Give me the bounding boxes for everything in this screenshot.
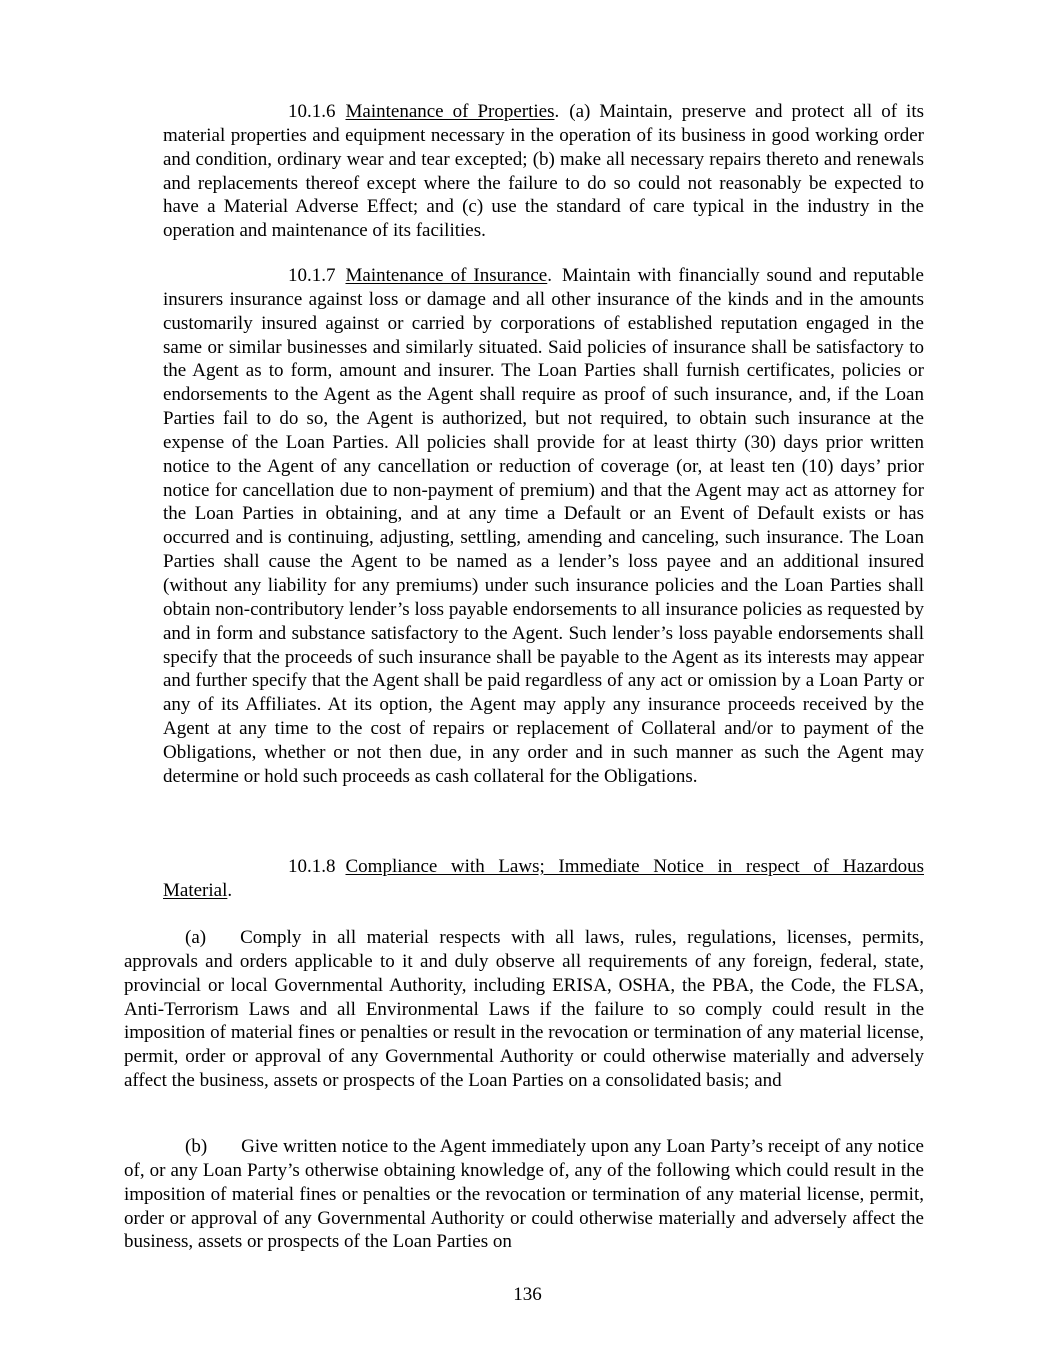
section-heading: Maintenance of Properties bbox=[345, 101, 555, 122]
subsection-label: (a) bbox=[185, 927, 207, 948]
section-10-1-8: 10.1.8 Compliance with Laws; Immediate Notice in respect of Hazardous Material. bbox=[163, 856, 924, 901]
section-number: 10.1.8 bbox=[288, 856, 336, 877]
page-number: 136 bbox=[513, 1284, 542, 1305]
subsection-b bbox=[124, 1135, 924, 1254]
section-body: Maintain with financially sound and reputable insurers insurance against loss or damage and all other insurance of the kinds and in the amounts customarily insured against or carried by corporations of established reputation engaged in the same or similar businesses and similarly situated. Said policies of insurance shall be satisfactory to the Agent as to form, amount and insurer. The Loan Parties shall furnish certificates, policies or endorsements to the Agent as the Agent shall require as proof of such insurance, and, if the Loan Parties fail to do so, the Agent is authorized, but not required, to obtain such insurance at the expense of the Loan Parties. All policies shall provide for at least thirty (30) days prior written notice to the Agent of any cancellation or reduction of coverage (or, at least ten (10) days’ prior notice for cancellation due to non-payment of premium) and that the Agent may act as attorney for the Loan Parties in obtaining, and at any time a Default or an Event of Default exists or has occurred and is continuing, adjusting, settling, amending and canceling, such insurance. The Loan Parties shall cause the Agent to be named as a lender’s loss payee and an additional insured (without any liability for any premiums) under such insurance policies and the Loan Parties shall obtain non-contributory lender’s loss payable endorsements to all insurance policies as requested by and in form and substance satisfactory to the Agent. Such lender’s loss payable endorsements shall specify that the proceeds of such insurance shall be payable to the Agent as its interests may appear and further specify that the Agent shall be paid regardless of any act or omission by a Loan Party or any of its Affiliates. At its option, the Agent may apply any insurance proceeds received by the Agent at any time to the cost of repairs or replacement of Collateral and/or to payment of the Obligations, whether or not then due, in any order and in such manner as such the Agent may determine or hold such proceeds as cash collateral for the Obligations. bbox=[163, 265, 924, 787]
section-10-1-6: 10.1.6 Maintenance of Properties. (a) Maintain, preserve and protect all of its material properties and equipment necessary in the operation of its business in good working order and condition, ordinary wear and tear excepted; (b) make all necessary repairs thereto and renewals and replacements thereof except where the failure to do so could not reasonably be expected to have a Material Adverse Effect; and (c) use the standard of care typical in the industry in the operation and maintenance of its facilities. bbox=[163, 101, 924, 242]
section-number: 10.1.7 bbox=[288, 265, 336, 286]
section-10-1-7: 10.1.7 Maintenance of Insurance. Maintain with financially sound and reputable insurers insurance against loss or damage and all other insurance of the kinds and in the amounts customarily insured against or carried by corporations of established reputation engaged in the same or similar businesses and similarly situated. Said policies of insurance shall be satisfactory to the Agent as to form, amount and insurer. The Loan Parties shall furnish certificates, policies or endorsements to the Agent as the Agent shall require as proof of such insurance, and, if the Loan Parties fail to do so, the Agent is authorized, but not required, to obtain such insurance at the expense of the Loan Parties. All policies shall provide for at least thirty (30) days prior written notice to the Agent of any cancellation or reduction of coverage (or, at least ten (10) days’ prior notice for cancellation due to non-payment of premium) and that the Agent may act as attorney for the Loan Parties in obtaining, and at any time a Default or an Event of Default exists or has occurred and is continuing, adjusting, settling, amending and canceling, such insurance. The Loan Parties shall cause the Agent to be named as a lender’s loss payee and an additional insured (without any liability for any premiums) under such insurance policies and the Loan Parties shall obtain non-contributory lender’s loss payable endorsements to all insurance policies as requested by and in form and substance satisfactory to the Agent. Such lender’s loss payable endorsements shall specify that the proceeds of such insurance shall be payable to the Agent as its interests may appear and further specify that the Agent shall be paid regardless of any act or omission by a Loan Party or any of its Affiliates. At its option, the Agent may apply any insurance proceeds received by the Agent at any time to the cost of repairs or replacement of Collateral and/or to payment of the Obligations, whether or not then due, in any order and in such manner as such the Agent may determine or hold such proceeds as cash collateral for the Obligations. bbox=[163, 265, 924, 787]
section-body: (a) Maintain, preserve and protect all of its material properties and equipment necessary in the operation of its business in good working order and condition, ordinary wear and tear excepted; (b) make all necessary repairs thereto and renewals and replacements thereof except where the failure to do so could not reasonably be expected to have a Material Adverse Effect; and (c) use the standard of care typical in the industry in the operation and maintenance of its facilities. bbox=[163, 101, 924, 242]
section-heading: Maintenance of Insurance bbox=[345, 265, 548, 286]
subsection-body: Give written notice to the Agent immediately upon any Loan Party’s receipt of any notice of, or any Loan Party’s otherwise obtaining knowledge of, any of the following which could result in the imposition of material fines or penalties or the revocation or termination of any material license, permit, order or approval of any Governmental Authority or could otherwise materially and adversely affect the business, assets or prospects of the Loan Parties on bbox=[124, 1136, 924, 1253]
subsection-a bbox=[124, 926, 924, 1093]
section-heading: Compliance with Laws; Immediate Notice in respect of Hazardous Material bbox=[163, 856, 924, 901]
section-number: 10.1.6 bbox=[288, 101, 336, 122]
subsection-label: (b) bbox=[185, 1136, 208, 1157]
subsection-body: Comply in all material respects with all laws, rules, regulations, licenses, permits, approvals and orders applicable to it and duly observe all requirements of any foreign, federal, state, provincial or local Governmental Authority, including ERISA, OSHA, the PBA, the Code, the FLSA, Anti-Terrorism Laws and all Environmental Laws if the failure to so comply could result in the imposition of material fines or penalties or result in the revocation or termination of any material license, permit, order or approval of any Governmental Authority or could otherwise materially and adversely affect the business, assets or prospects of the Loan Parties on a consolidated basis; and bbox=[124, 927, 924, 1092]
